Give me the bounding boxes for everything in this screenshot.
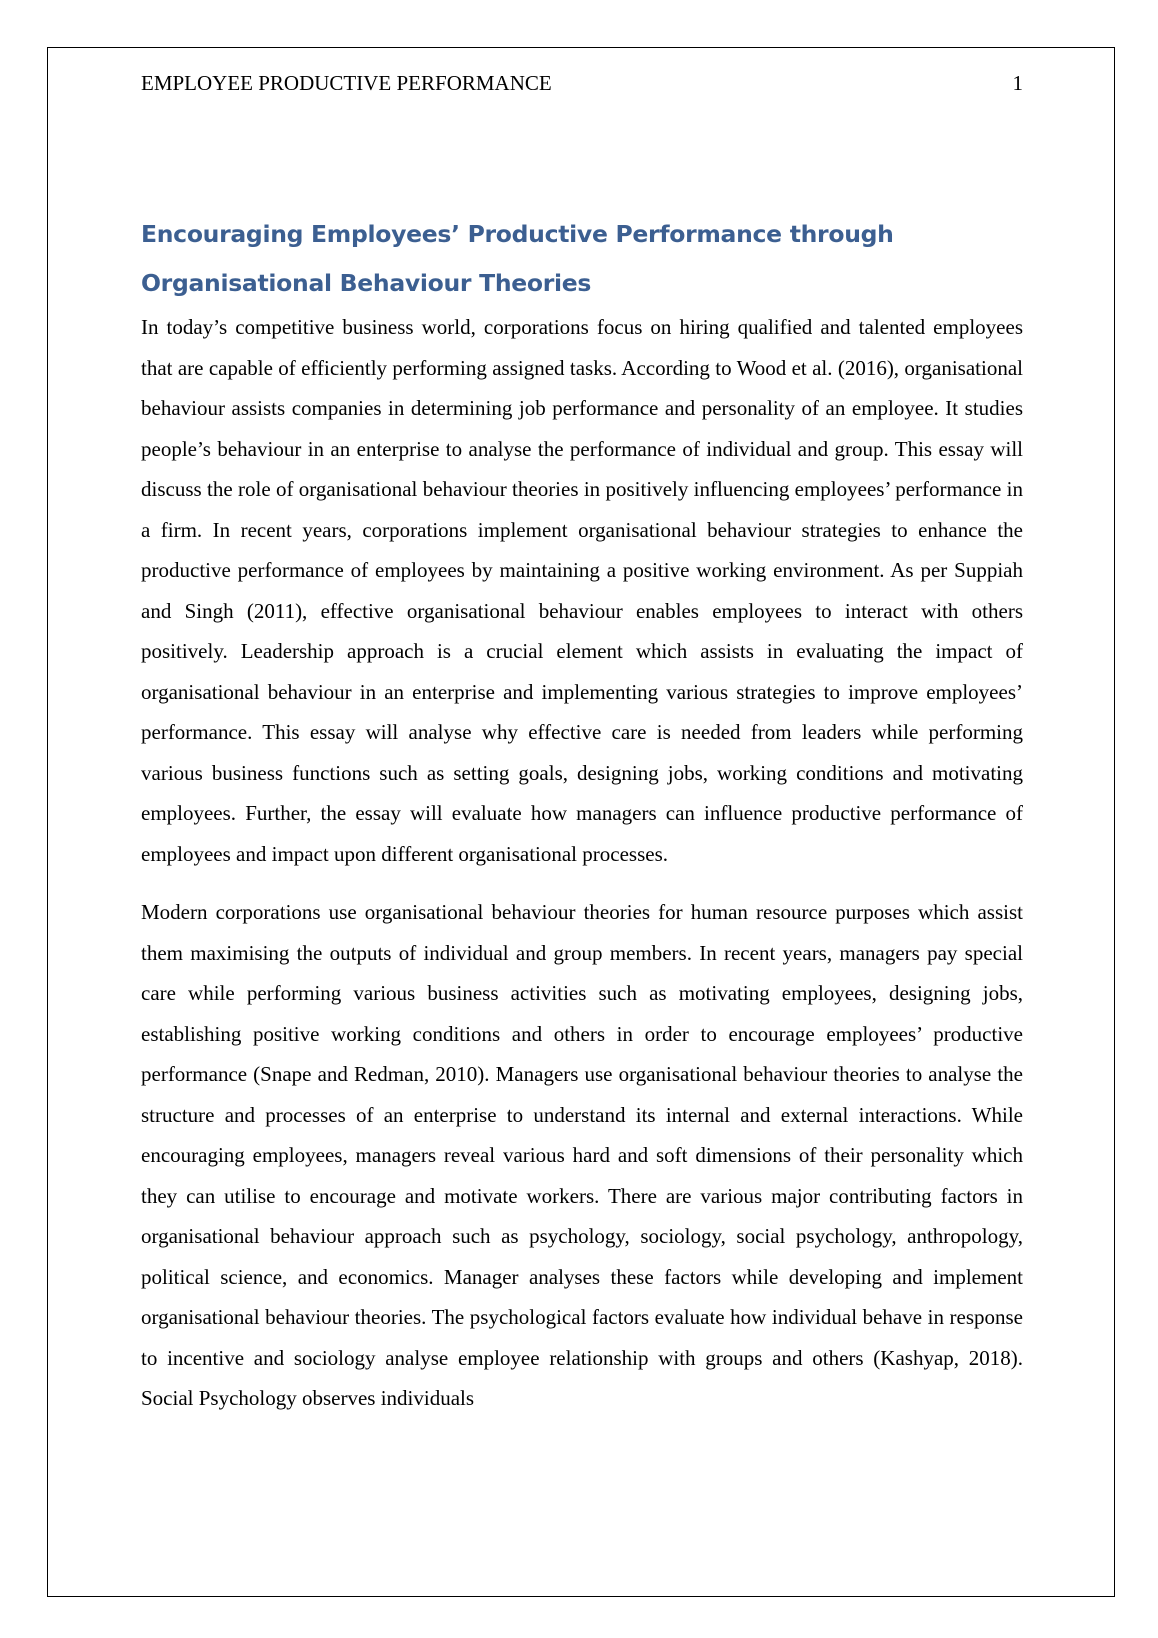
document-title-line-2: Organisational Behaviour Theories [141, 268, 592, 297]
document-title [141, 210, 1023, 307]
page-content [141, 68, 1023, 1419]
body-paragraph-2: Modern corporations use organisational behaviour theories for human resource purposes which assist them maximising the outputs of individual and group members. In recent years, managers pay special care while performing various business activities such as motivating employees, designing jobs, establishing positive working conditions and others in order to encourage employees’ productive performance (Snape and Redman, 2010). Managers use organisational behaviour theories to analyse the structure and processes of an enterprise to understand its internal and external interactions. While encouraging employees, managers reveal various hard and soft dimensions of their personality which they can utilise to encourage and motivate workers. There are various major contributing factors in organisational behaviour approach such as psychology, sociology, social psychology, anthropology, political science, and economics. Manager analyses these factors while developing and implement organisational behaviour theories. The psychological factors evaluate how individual behave in response to incentive and sociology analyse employee relationship with groups and others (Kashyap, 2018). Social Psychology observes individuals [141, 900, 1023, 1410]
body-paragraph-1: In today’s competitive business world, corporations focus on hiring qualified and talented employees that are capable of efficiently performing assigned tasks. According to Wood et al. (2016), organisational behaviour assists companies in determining job performance and personality of an employee. It studies people’s behaviour in an enterprise to analyse the performance of individual and group. This essay will discuss the role of organisational behaviour theories in positively influencing employees’ performance in a firm. In recent years, corporations implement organisational behaviour strategies to enhance the productive performance of employees by maintaining a positive working environment. As per Suppiah and Singh (2011), effective organisational behaviour enables employees to interact with others positively. Leadership approach is a crucial element which assists in evaluating the impact of organisational behaviour in an enterprise and implementing various strategies to improve employees’ performance. This essay will analyse why effective care is needed from leaders while performing various business functions such as setting goals, designing jobs, working conditions and motivating employees. Further, the essay will evaluate how managers can influence productive performance of employees and impact upon different organisational processes. [141, 315, 1023, 866]
running-head-title: EMPLOYEE PRODUCTIVE PERFORMANCE [141, 71, 552, 95]
page-number: 1 [1012, 71, 1023, 95]
running-head [141, 68, 1023, 98]
document-title-line-1: Encouraging Employees’ Productive Performance through [141, 220, 894, 248]
